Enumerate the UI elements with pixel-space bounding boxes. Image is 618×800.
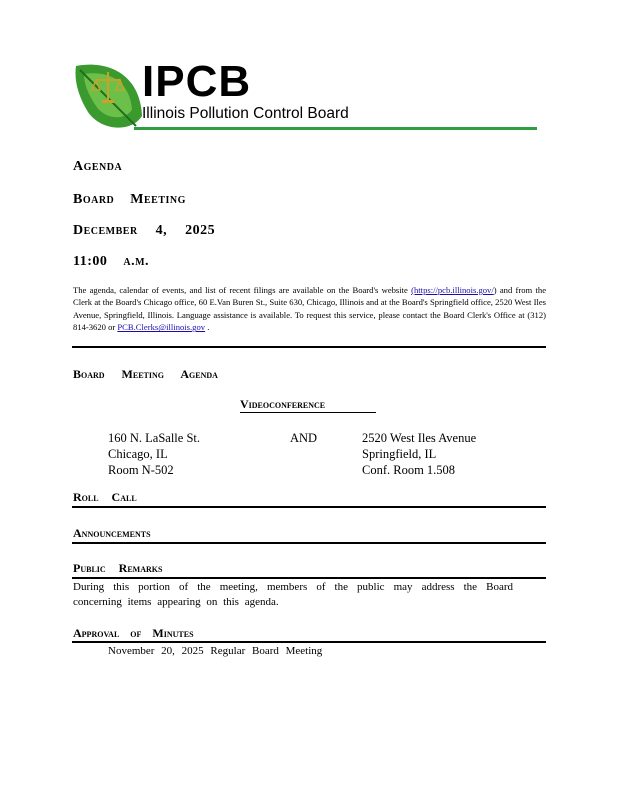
- springfield-line-3: Conf. Room 1.508: [362, 463, 456, 477]
- agenda-heading: Agenda: [73, 159, 123, 174]
- divider: [72, 346, 546, 348]
- website-link[interactable]: (https://pcb.illinois.gov/: [411, 285, 494, 295]
- logo-name: IPCB: [142, 57, 252, 106]
- minutes-item: November 20, 2025 Regular Board Meeting: [108, 645, 323, 657]
- public-remarks-text: During this portion of the meeting, members of the public may address the Board concerning items appearing on this agenda.: [73, 581, 513, 608]
- chicago-line-2: Chicago, IL: [108, 447, 168, 461]
- intro-end: .: [207, 322, 210, 333]
- location-chicago: [108, 430, 200, 478]
- chicago-line-1: 160 N. LaSalle St.: [108, 431, 201, 445]
- email-link[interactable]: PCB.Clerks@illinois.gov: [117, 322, 206, 333]
- leaf-scales-icon: [70, 56, 150, 136]
- section-title: Board Meeting Agenda: [73, 367, 218, 381]
- logo-subtitle: Illinois Pollution Control Board: [142, 105, 349, 122]
- divider: [72, 542, 546, 544]
- announcements-heading: Announcements: [73, 526, 151, 540]
- divider: [72, 506, 546, 508]
- chicago-line-3: Room N-502: [108, 463, 174, 477]
- date-heading: December 4, 2025: [73, 223, 216, 238]
- roll-call-heading: Roll Call: [73, 490, 137, 504]
- divider: [72, 577, 546, 579]
- intro-text-1: The agenda, calendar of events, and list of recent filings are available on the Board's website: [73, 285, 408, 295]
- springfield-line-1: 2520 West Iles Avenue: [362, 431, 477, 445]
- divider: [72, 641, 546, 643]
- and-label: AND: [290, 431, 318, 445]
- board-meeting-heading: Board Meeting: [73, 192, 186, 207]
- logo: [70, 56, 540, 136]
- videoconference-label: Videoconference: [240, 397, 376, 413]
- intro-text-2: ) and from the Clerk at the Board's Chicago office, 60 E.Van Buren St., Suite 630, Chicago, Illinois and at the Board's Springfield office, 2520 West Iles Avenue, Springfield, Illinois. Language assistance is available. To request this service, please contact the Board Clerk's Office at (312) 814-3620 or: [73, 285, 547, 333]
- springfield-line-2: Springfield, IL: [362, 447, 437, 461]
- approval-heading: Approval of Minutes: [73, 626, 194, 640]
- time-heading: 11:00 a.m.: [73, 254, 150, 269]
- intro-paragraph: [73, 284, 546, 334]
- logo-underline: [134, 127, 537, 130]
- location-springfield: [362, 430, 476, 478]
- public-remarks-heading: Public Remarks: [73, 561, 163, 575]
